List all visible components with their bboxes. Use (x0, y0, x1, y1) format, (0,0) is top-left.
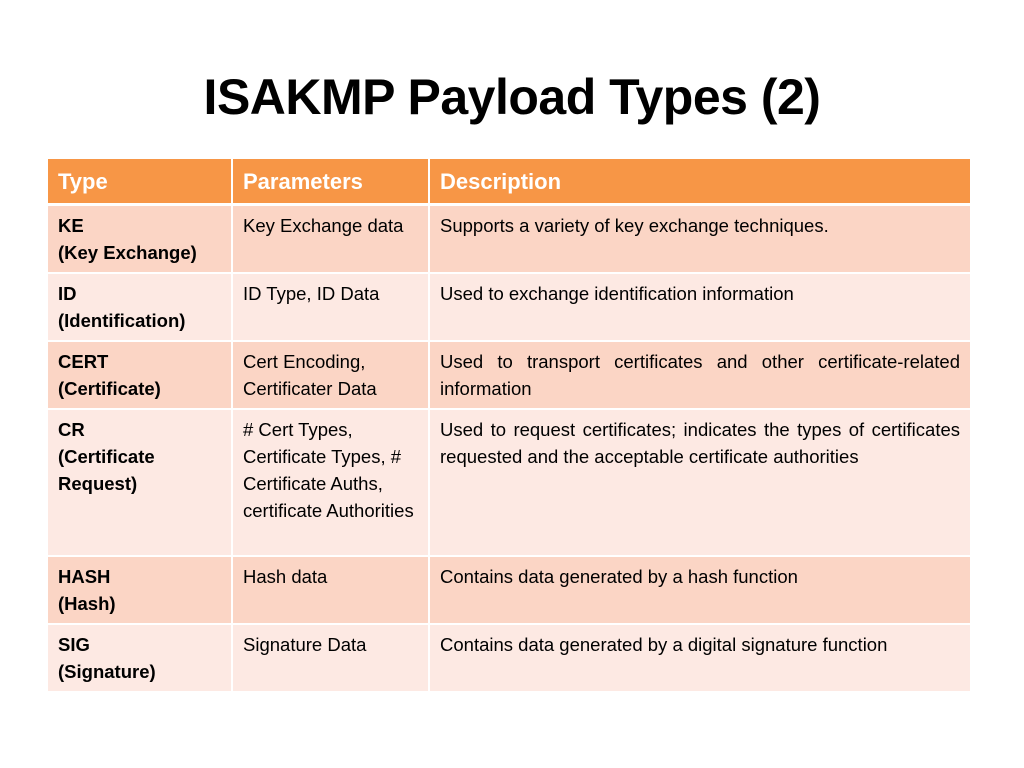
type-code: HASH (58, 566, 111, 587)
payload-types-table (48, 159, 970, 691)
table-row (48, 273, 970, 341)
description-cell: Used to request certificates; indicates the types of certificates requested and the acceptable certificate authorities (429, 409, 970, 556)
type-code: SIG (58, 634, 90, 655)
type-code: CR (58, 419, 85, 440)
type-cell (48, 556, 232, 624)
slide-title: ISAKMP Payload Types (2) (203, 69, 821, 125)
header-description: Description (429, 159, 970, 205)
type-name: (Identification) (58, 310, 186, 331)
table-row (48, 556, 970, 624)
parameters-cell: Cert Encoding, Certificater Data (232, 341, 429, 409)
table-header-row (48, 159, 970, 205)
type-code: CERT (58, 351, 109, 372)
type-name: (Hash) (58, 593, 116, 614)
table-row (48, 409, 970, 556)
type-name: (Certificate) (58, 378, 161, 399)
table-row (48, 205, 970, 274)
description-cell: Contains data generated by a digital signature function (429, 624, 970, 691)
type-name: (Certificate (58, 446, 155, 467)
parameters-cell: # Cert Types, Certificate Types, # Certificate Auths, certificate Authorities (232, 409, 429, 556)
description-cell: Used to exchange identification information (429, 273, 970, 341)
table-row (48, 624, 970, 691)
description-cell: Used to transport certificates and other certificate-related information (429, 341, 970, 409)
description-cell: Contains data generated by a hash function (429, 556, 970, 624)
type-name: (Key Exchange) (58, 242, 197, 263)
parameters-cell: Hash data (232, 556, 429, 624)
table-row (48, 341, 970, 409)
parameters-cell: Key Exchange data (232, 205, 429, 274)
parameters-cell: Signature Data (232, 624, 429, 691)
type-code: ID (58, 283, 77, 304)
type-name-continued: Request) (58, 473, 138, 494)
type-cell (48, 624, 232, 691)
type-cell (48, 205, 232, 274)
type-cell (48, 273, 232, 341)
type-cell (48, 409, 232, 556)
description-cell: Supports a variety of key exchange techniques. (429, 205, 970, 274)
parameters-cell: ID Type, ID Data (232, 273, 429, 341)
header-type: Type (48, 159, 232, 205)
header-parameters: Parameters (232, 159, 429, 205)
type-cell (48, 341, 232, 409)
type-code: KE (58, 215, 84, 236)
type-name: (Signature) (58, 661, 156, 682)
